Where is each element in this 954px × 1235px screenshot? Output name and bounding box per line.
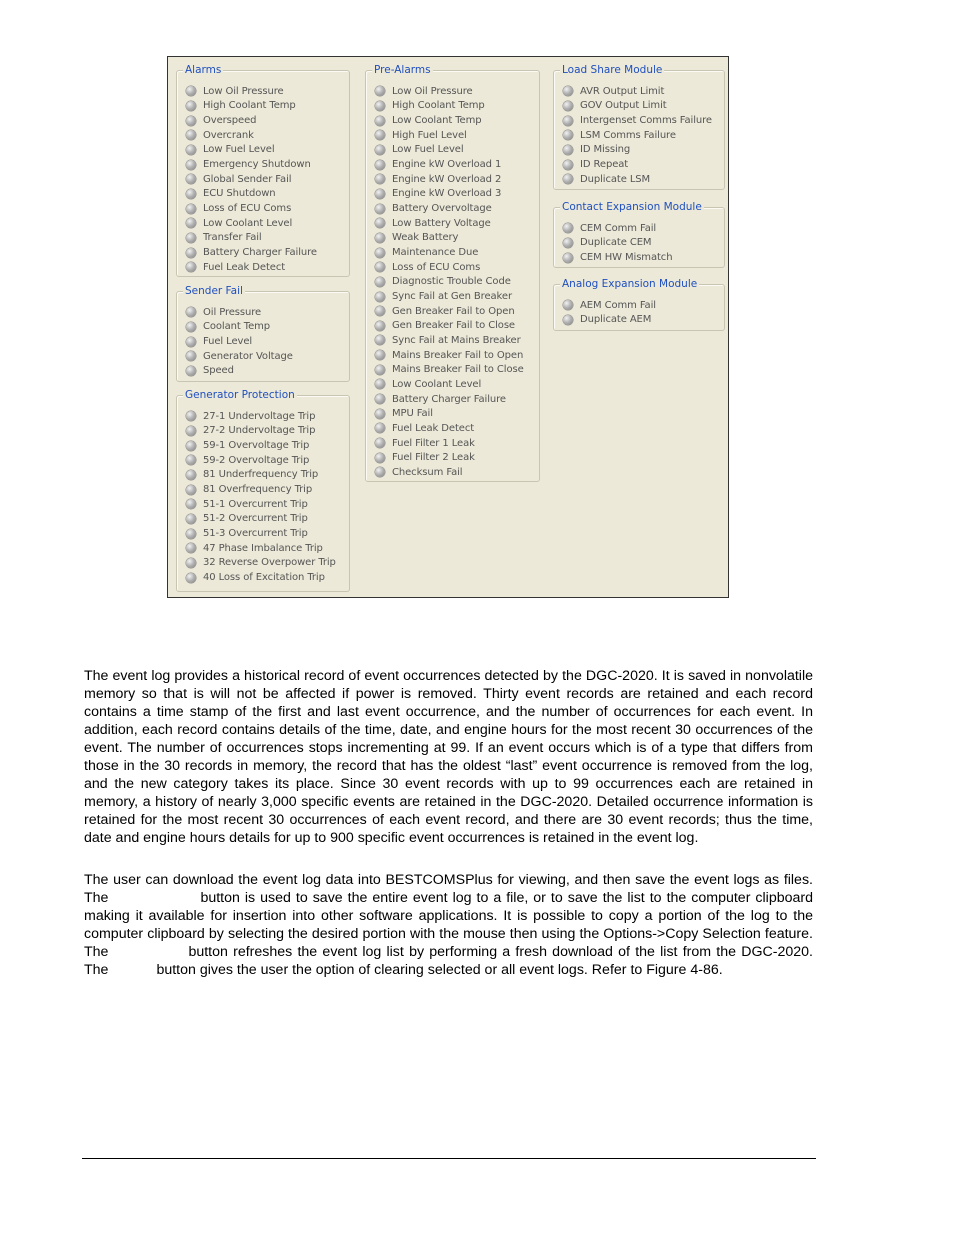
status-item: [186, 216, 317, 231]
analog-expansion-module-group-title: Analog Expansion Module: [562, 278, 698, 290]
generator-protection-group: [176, 389, 350, 592]
status-indicator-icon: [563, 116, 573, 126]
status-indicator-icon: [375, 189, 385, 199]
alarms-group: [176, 64, 350, 277]
status-item: [563, 113, 712, 128]
status-item: [563, 236, 672, 251]
status-item: [563, 172, 712, 187]
status-item-label: Low Coolant Temp: [392, 115, 482, 127]
status-indicator-icon: [375, 350, 385, 360]
status-item-label: Weak Battery: [392, 232, 459, 244]
status-item: [375, 113, 524, 128]
contact-expansion-module-group: [553, 201, 725, 268]
status-item-label: Low Fuel Level: [392, 144, 464, 156]
status-indicator-icon: [563, 160, 573, 170]
generator-protection-list: [186, 409, 336, 585]
status-indicator-icon: [186, 174, 196, 184]
status-indicator-icon: [375, 438, 385, 448]
sender-fail-group: [176, 285, 350, 382]
status-indicator-icon: [375, 292, 385, 302]
status-indicator-icon: [375, 306, 385, 316]
status-item-label: Coolant Temp: [203, 321, 271, 333]
status-indicator-icon: [375, 409, 385, 419]
status-item: [186, 438, 336, 453]
status-indicator-icon: [375, 218, 385, 228]
status-item: [375, 392, 524, 407]
status-indicator-icon: [186, 337, 196, 347]
status-item: [375, 406, 524, 421]
status-indicator-icon: [186, 514, 196, 524]
status-item: [186, 349, 293, 364]
status-indicator-icon: [186, 145, 196, 155]
status-indicator-icon: [563, 300, 573, 310]
status-item: [375, 260, 524, 275]
status-indicator-icon: [375, 145, 385, 155]
status-item-label: GOV Output Limit: [580, 100, 667, 112]
status-item: [186, 260, 317, 275]
status-item-label: Mains Breaker Fail to Close: [392, 364, 524, 376]
status-indicator-icon: [186, 204, 196, 214]
status-item-label: 81 Overfrequency Trip: [203, 484, 313, 496]
status-item: [186, 99, 317, 114]
status-item: [375, 289, 524, 304]
status-indicator-icon: [186, 262, 196, 272]
status-item-label: Fuel Level: [203, 336, 253, 348]
status-indicator-icon: [186, 499, 196, 509]
status-item-label: ECU Shutdown: [203, 188, 276, 200]
status-item-label: Gen Breaker Fail to Open: [392, 305, 515, 317]
status-item: [186, 231, 317, 246]
status-indicator-icon: [186, 426, 196, 436]
status-indicator-icon: [563, 130, 573, 140]
status-indicator-icon: [375, 335, 385, 345]
status-item-label: High Coolant Temp: [203, 100, 296, 112]
status-item-label: AEM Comm Fail: [580, 299, 656, 311]
status-item-label: 51-3 Overcurrent Trip: [203, 528, 308, 540]
status-item: [186, 84, 317, 99]
download-text-part-4: button gives the user the option of clearing selected or all event logs. Refer to Figure 4-86.: [156, 962, 723, 978]
status-item-label: Mains Breaker Fail to Open: [392, 349, 524, 361]
status-item: [563, 128, 712, 143]
status-indicator-icon: [375, 174, 385, 184]
status-item-label: 59-1 Overvoltage Trip: [203, 440, 310, 452]
status-indicator-icon: [186, 543, 196, 553]
status-item: [375, 128, 524, 143]
status-item-label: Intergenset Comms Failure: [580, 115, 712, 127]
event-log-description-paragraph: [84, 667, 813, 847]
status-item-label: Battery Overvoltage: [392, 203, 492, 215]
status-item: [186, 172, 317, 187]
status-indicator-icon: [186, 470, 196, 480]
status-item-label: Overspeed: [203, 115, 257, 127]
status-item: [186, 468, 336, 483]
status-item-label: Maintenance Due: [392, 247, 479, 259]
contact-expansion-module-list: [563, 221, 672, 265]
status-item-label: Low Coolant Level: [203, 217, 293, 229]
download-text-part-2: button is used to save the entire event log to a file, or to save the list to the computer clipboard making it available for insertion into other software applications. It is possible to copy a portion of the log to the computer clipboard by selecting the desired portion with the mouse then using the Options->Copy Selection feature. The: [84, 890, 813, 960]
status-item-label: Fuel Leak Detect: [203, 261, 286, 273]
status-item-label: 59-2 Overvoltage Trip: [203, 454, 310, 466]
status-indicator-icon: [375, 233, 385, 243]
status-item: [186, 157, 317, 172]
status-indicator-icon: [375, 116, 385, 126]
status-item: [186, 570, 336, 585]
status-item-label: Fuel Leak Detect: [392, 422, 475, 434]
status-indicator-icon: [375, 379, 385, 389]
status-item-label: Duplicate CEM: [580, 237, 652, 249]
status-item: [563, 99, 712, 114]
status-item-label: Battery Charger Failure: [203, 247, 317, 259]
status-item-label: Fuel Filter 1 Leak: [392, 437, 475, 449]
status-item-label: 47 Phase Imbalance Trip: [203, 542, 323, 554]
event-log-download-paragraph: [84, 871, 813, 979]
status-indicator-icon: [563, 315, 573, 325]
status-item-label: Low Battery Voltage: [392, 217, 491, 229]
status-indicator-icon: [186, 101, 196, 111]
status-item: [375, 436, 524, 451]
status-indicator-icon: [375, 130, 385, 140]
status-indicator-icon: [186, 130, 196, 140]
status-item: [186, 512, 336, 527]
status-item-label: Global Sender Fail: [203, 173, 292, 185]
status-item-label: CEM Comm Fail: [580, 222, 657, 234]
status-item: [186, 526, 336, 541]
status-indicator-icon: [563, 145, 573, 155]
status-item: [186, 334, 293, 349]
status-indicator-icon: [563, 238, 573, 248]
status-indicator-icon: [186, 160, 196, 170]
status-item-label: 40 Loss of Excitation Trip: [203, 572, 325, 584]
status-item: [375, 231, 524, 246]
status-item: [375, 377, 524, 392]
status-indicator-icon: [186, 558, 196, 568]
status-indicator-icon: [186, 351, 196, 361]
status-item: [375, 201, 524, 216]
status-indicator-icon: [563, 223, 573, 233]
generator-protection-group-title: Generator Protection: [185, 389, 295, 401]
event-status-panel: [167, 56, 729, 598]
status-item-label: 27-1 Undervoltage Trip: [203, 410, 316, 422]
pre-alarms-list: [375, 84, 524, 480]
analog-expansion-module-list: [563, 298, 656, 327]
status-item: [375, 333, 524, 348]
status-item: [375, 348, 524, 363]
status-item-label: 51-2 Overcurrent Trip: [203, 513, 308, 525]
status-indicator-icon: [186, 233, 196, 243]
status-item-label: Duplicate LSM: [580, 173, 651, 185]
status-item: [186, 201, 317, 216]
status-indicator-icon: [563, 86, 573, 96]
status-item-label: Fuel Filter 2 Leak: [392, 452, 475, 464]
status-item-label: AVR Output Limit: [580, 85, 665, 97]
status-item-label: Duplicate AEM: [580, 314, 652, 326]
status-item: [563, 221, 672, 236]
status-item: [375, 172, 524, 187]
event-log-description-text: The event log provides a historical record of event occurrences detected by the DGC-2020. It is saved in nonvolatile memory so that is will not be affected if power is removed. Thirty event records are retained and each record contains a time stamp of the first and last event occurrence, and the number of occurrences for each event. In addition, each record contains details of the time, date, and engine hours for the most recent 30 occurrences of the event. The number of occurrences stops incrementing at 99. If an event occurs which is of a type that differs from those in the 30 records in memory, the record that has the oldest “last” event occurrence is removed from the log, and the new category takes its place. Since 30 event records with up to 99 occurrences each are retained in memory, a history of nearly 3,000 specific events are retained in the DGC-2020. Detailed occurrence information is retained for the most recent 30 occurrences of each event record, and there are 30 event records; thus the time, date and engine hours details for up to 900 specific event occurrences is retained in the event log.: [84, 668, 813, 846]
status-indicator-icon: [186, 411, 196, 421]
status-item-label: Oil Pressure: [203, 306, 262, 318]
status-indicator-icon: [186, 455, 196, 465]
status-indicator-icon: [186, 441, 196, 451]
status-item-label: Sync Fail at Gen Breaker: [392, 291, 512, 303]
status-item-label: Engine kW Overload 3: [392, 188, 502, 200]
status-item: [563, 298, 656, 313]
status-item-label: Emergency Shutdown: [203, 159, 311, 171]
status-item: [186, 424, 336, 439]
status-indicator-icon: [375, 160, 385, 170]
status-indicator-icon: [186, 189, 196, 199]
status-item: [186, 409, 336, 424]
analog-expansion-module-group: [553, 278, 725, 331]
status-indicator-icon: [375, 101, 385, 111]
status-item-label: 51-1 Overcurrent Trip: [203, 498, 308, 510]
status-item-label: Loss of ECU Coms: [203, 203, 292, 215]
status-indicator-icon: [186, 248, 196, 258]
status-indicator-icon: [375, 262, 385, 272]
pre-alarms-group: [365, 64, 540, 482]
sender-fail-group-title: Sender Fail: [185, 285, 243, 297]
status-item: [375, 99, 524, 114]
status-item: [375, 304, 524, 319]
status-indicator-icon: [375, 467, 385, 477]
status-item: [375, 187, 524, 202]
status-item: [375, 319, 524, 334]
status-indicator-icon: [186, 307, 196, 317]
load-share-module-list: [563, 84, 712, 187]
status-item-label: Gen Breaker Fail to Close: [392, 320, 515, 332]
status-indicator-icon: [186, 529, 196, 539]
load-share-module-group: [553, 64, 725, 190]
status-item-label: Battery Charger Failure: [392, 393, 506, 405]
status-indicator-icon: [375, 394, 385, 404]
status-indicator-icon: [375, 423, 385, 433]
status-item-label: Low Coolant Level: [392, 378, 482, 390]
status-indicator-icon: [186, 485, 196, 495]
status-item: [186, 113, 317, 128]
status-item: [186, 143, 317, 158]
status-item: [563, 84, 712, 99]
status-item: [375, 157, 524, 172]
status-item: [186, 541, 336, 556]
status-indicator-icon: [375, 86, 385, 96]
status-item-label: Low Oil Pressure: [392, 85, 473, 97]
status-item: [375, 465, 524, 480]
status-indicator-icon: [375, 204, 385, 214]
status-item-label: Low Oil Pressure: [203, 85, 284, 97]
status-item: [375, 245, 524, 260]
pre-alarms-group-title: Pre-Alarms: [374, 64, 431, 76]
status-item: [186, 482, 336, 497]
status-indicator-icon: [186, 116, 196, 126]
status-item: [375, 362, 524, 377]
status-item-label: 81 Underfrequency Trip: [203, 469, 319, 481]
status-item-label: 27-2 Undervoltage Trip: [203, 425, 316, 437]
status-item: [563, 250, 672, 265]
status-item-label: ID Repeat: [580, 159, 629, 171]
status-item: [375, 216, 524, 231]
status-indicator-icon: [375, 365, 385, 375]
status-indicator-icon: [563, 253, 573, 263]
status-item-label: Speed: [203, 365, 234, 377]
status-item-label: CEM HW Mismatch: [580, 252, 673, 264]
status-item: [375, 143, 524, 158]
status-item-label: Generator Voltage: [203, 350, 293, 362]
download-text-part-1: The user can download the event log data into BESTCOMSPlus for viewing, and then save the event logs as files. The: [84, 872, 813, 906]
status-item-label: Engine kW Overload 2: [392, 173, 502, 185]
status-item-label: Engine kW Overload 1: [392, 159, 502, 171]
status-item-label: High Coolant Temp: [392, 100, 485, 112]
status-item: [186, 128, 317, 143]
status-item-label: Checksum Fail: [392, 466, 463, 478]
status-item-label: ID Missing: [580, 144, 631, 156]
status-indicator-icon: [375, 321, 385, 331]
status-item: [186, 364, 293, 379]
status-item-label: LSM Comms Failure: [580, 129, 676, 141]
status-item: [375, 421, 524, 436]
status-item-label: Overcrank: [203, 129, 254, 141]
status-indicator-icon: [375, 248, 385, 258]
status-indicator-icon: [375, 277, 385, 287]
status-indicator-icon: [186, 322, 196, 332]
status-item: [186, 556, 336, 571]
status-indicator-icon: [186, 573, 196, 583]
status-item-label: 32 Reverse Overpower Trip: [203, 557, 336, 569]
status-indicator-icon: [375, 453, 385, 463]
status-item: [563, 157, 712, 172]
status-item: [186, 305, 293, 320]
status-indicator-icon: [563, 174, 573, 184]
status-item: [563, 313, 656, 328]
status-item-label: High Fuel Level: [392, 129, 467, 141]
status-indicator-icon: [186, 86, 196, 96]
status-item: [375, 84, 524, 99]
alarms-group-title: Alarms: [185, 64, 222, 76]
status-item-label: Sync Fail at Mains Breaker: [392, 334, 521, 346]
status-item: [375, 275, 524, 290]
download-text-part-3: button refreshes the event log list by performing a fresh download of the list from the DGC-2020. The: [84, 944, 813, 978]
status-indicator-icon: [186, 366, 196, 376]
status-item-label: Loss of ECU Coms: [392, 261, 481, 273]
status-item: [186, 497, 336, 512]
alarms-list: [186, 84, 317, 275]
status-item-label: Diagnostic Trouble Code: [392, 276, 511, 288]
status-item-label: MPU Fail: [392, 408, 433, 420]
status-item: [186, 453, 336, 468]
contact-expansion-module-group-title: Contact Expansion Module: [562, 201, 702, 213]
status-item: [375, 450, 524, 465]
page-footer-rule: [82, 1158, 816, 1159]
sender-fail-list: [186, 305, 293, 378]
status-item: [186, 320, 293, 335]
load-share-module-group-title: Load Share Module: [562, 64, 663, 76]
status-item: [563, 143, 712, 158]
status-item-label: Transfer Fail: [203, 232, 262, 244]
status-item: [186, 245, 317, 260]
status-indicator-icon: [186, 218, 196, 228]
status-item-label: Low Fuel Level: [203, 144, 275, 156]
status-indicator-icon: [563, 101, 573, 111]
status-item: [186, 187, 317, 202]
